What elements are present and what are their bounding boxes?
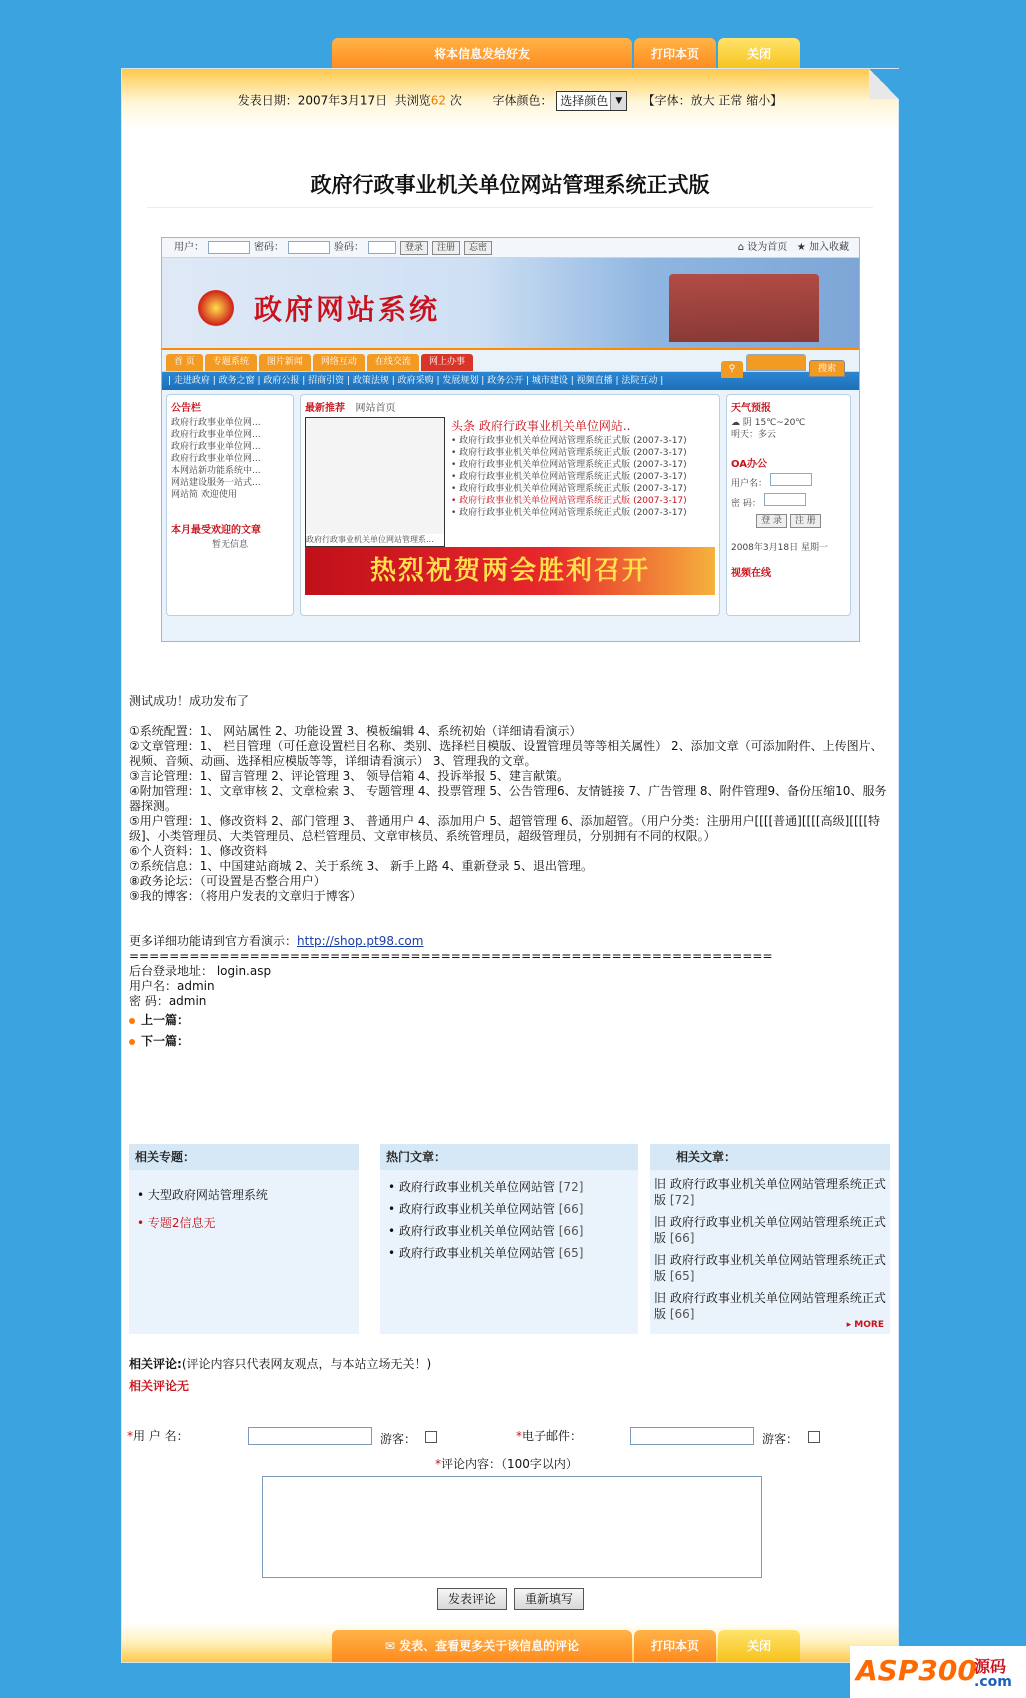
shot-news-title: 政府行政事业机关单位网站管理系统正式版 xyxy=(459,460,631,470)
shot-recommend-header xyxy=(305,399,715,414)
shot-weather-title: 天气预报 xyxy=(731,403,771,414)
cloud-icon: ☁ xyxy=(731,418,740,428)
bullet-icon xyxy=(129,1018,135,1024)
shot-news-title: 政府行政事业机关单位网站管理系统正式版 xyxy=(459,436,631,446)
admin-url: 后台登录地址： login.asp xyxy=(129,964,272,978)
shot-banner-title: 政府网站系统 xyxy=(254,293,441,326)
admin-user: 用户名：admin xyxy=(129,979,215,993)
prev-article[interactable] xyxy=(129,1011,189,1028)
related-articles-box xyxy=(650,1144,890,1334)
article-intro: 测试成功！成功发布了 xyxy=(129,694,250,708)
shot-nav-item: 网络互动 xyxy=(313,354,365,371)
bottom-tab-bar xyxy=(332,1630,800,1662)
hot-article-count: [72] xyxy=(558,1180,584,1194)
shot-news-row: • 政府行政事业机关单位网站管理系统正式版 (2007-3-17) xyxy=(451,448,687,458)
comments-empty: 相关评论无 xyxy=(129,1379,190,1393)
font-color-select[interactable] xyxy=(556,91,627,111)
shot-center-col xyxy=(300,394,720,616)
article-title: 政府行政事业机关单位网站管理系统正式版 xyxy=(310,172,710,197)
shot-search xyxy=(713,354,853,374)
shot-headline xyxy=(451,417,715,435)
info-bar xyxy=(122,91,898,111)
article-panel xyxy=(121,68,899,1663)
demo-prefix: 更多详细功能请到官方看演示： xyxy=(129,934,298,948)
shot-oa-login: 登 录 xyxy=(756,514,787,528)
shot-news-row: • 政府行政事业机关单位网站管理系统正式版 (2007-3-17) xyxy=(451,460,687,470)
shot-left-col xyxy=(166,394,294,616)
required-star: * xyxy=(516,1429,522,1443)
shot-news-title: 政府行政事业机关单位网站管理系统正式版 xyxy=(459,484,631,494)
guest-label: 游客： xyxy=(380,1432,417,1446)
related-topics-box xyxy=(129,1144,359,1334)
logo-src: 源码 xyxy=(974,1657,1007,1676)
guest-checkbox-2[interactable] xyxy=(808,1431,820,1443)
hot-article-count: [65] xyxy=(558,1246,584,1260)
related-topics-header: 相关专题： xyxy=(129,1144,359,1170)
related-articles-header: 相关文章： xyxy=(650,1144,890,1170)
shot-nav-item: 首 页 xyxy=(166,354,203,371)
shot-news-title: 政府行政事业机关单位网站管理系统正式版 xyxy=(459,508,631,518)
related-topic-title: 大型政府网站管理系统 xyxy=(147,1188,268,1202)
article-item: ⑤用户管理：1、修改资料 2、部门管理 3、 普通用户 4、添加用户 5、超管管理 6、添加超管。（用户分类：注册用户[[[[普通][[[[高级][[[[特级]、小类管理员、大类管理员、总栏管理员、文章审核员、系统管理员，超级管理员，分别拥有不同的权限。） xyxy=(129,814,881,843)
shot-notice-item: 本网站新功能系统中... xyxy=(171,466,261,476)
shot-weather-line: 明天：多云 xyxy=(731,430,777,440)
related-article-count: [65] xyxy=(669,1269,695,1283)
shot-oa-pwd-label: 密 码： xyxy=(731,499,761,509)
shot-thumb-caption: 政府行政事业机关单位网站管理系... xyxy=(306,534,444,546)
shot-recommend-title: 最新推荐 xyxy=(305,403,345,414)
shot-thumbnail xyxy=(305,417,445,547)
more-link[interactable]: ▸ MORE xyxy=(846,1320,884,1330)
email-input[interactable] xyxy=(630,1427,754,1445)
logo-asp: ASP300 xyxy=(856,1654,977,1687)
related-article-item[interactable] xyxy=(654,1214,886,1246)
hot-article-count: [66] xyxy=(558,1202,584,1216)
submit-comment-button[interactable]: 发表评论 xyxy=(437,1588,507,1610)
shot-popular-title: 本月最受欢迎的文章 xyxy=(171,525,261,536)
shot-oa-pwd-input xyxy=(764,493,806,506)
reset-button[interactable]: 重新填写 xyxy=(514,1588,584,1610)
print-tab[interactable]: 打印本页 xyxy=(634,38,716,70)
required-star: * xyxy=(435,1457,441,1471)
admin-password: 密 码：admin xyxy=(129,994,207,1008)
post-comment-tab[interactable] xyxy=(332,1630,632,1662)
shot-news-row: • 政府行政事业机关单位网站管理系统正式版 (2007-3-17) xyxy=(451,508,687,518)
username-input[interactable] xyxy=(248,1427,372,1445)
close-tab-bottom[interactable]: 关闭 xyxy=(718,1630,800,1662)
home-icon: ⌂ xyxy=(737,241,745,253)
shot-pwd-input xyxy=(288,241,330,254)
national-emblem-icon xyxy=(198,290,234,326)
comments-label-bold: 相关评论: xyxy=(129,1357,182,1371)
username-label xyxy=(127,1427,189,1444)
shot-oa-register: 注 册 xyxy=(790,514,821,528)
logo-com: .com xyxy=(974,1674,1012,1690)
article-item: ③言论管理：1、留言管理 2、评论管理 3、 领导信箱 4、投诉举报 5、建言献策。 xyxy=(129,769,570,783)
font-color-value: 选择颜色 xyxy=(560,94,609,108)
related-article-count: [66] xyxy=(669,1307,695,1321)
hot-article-item[interactable]: • 政府行政事业机关单位网站管 [65] xyxy=(388,1246,584,1260)
shot-news-title: 政府行政事业机关单位网站管理系统正式版 xyxy=(459,496,631,506)
shot-user-label: 用户： xyxy=(174,241,204,253)
shot-notice-item: 政府行政事业单位网... xyxy=(171,454,261,464)
shot-news-title: 政府行政事业机关单位网站管理系统正式版 xyxy=(459,448,631,458)
required-star: * xyxy=(127,1429,133,1443)
star-icon: ★ xyxy=(796,241,806,253)
top-tab-bar xyxy=(332,38,800,70)
title-divider xyxy=(147,207,873,208)
shot-oa-buttons xyxy=(731,514,846,528)
shot-weather-text: 阴 15℃~20℃ xyxy=(742,418,806,428)
shot-news-title: 政府行政事业机关单位网站管理系统正式版 xyxy=(459,472,631,482)
shot-news-date: (2007-3-17) xyxy=(633,472,687,482)
email-label-text: 电子邮件： xyxy=(522,1429,583,1443)
hot-article-count: [66] xyxy=(558,1224,584,1238)
shot-notice-item: 网站建设服务一站式... xyxy=(171,478,261,488)
shot-oa-user-input xyxy=(770,473,812,486)
demo-line xyxy=(129,934,889,949)
shot-notice-item: 政府行政事业单位网... xyxy=(171,442,261,452)
hot-articles-header: 热门文章： xyxy=(380,1144,638,1170)
views-count: 62 xyxy=(430,93,447,108)
related-article-item[interactable] xyxy=(654,1290,886,1322)
asp300-logo xyxy=(850,1646,1026,1698)
related-article-item[interactable] xyxy=(654,1252,886,1284)
email-label xyxy=(516,1427,582,1444)
tiananmen-image xyxy=(669,274,819,342)
article-body xyxy=(129,694,889,1009)
hot-articles-box xyxy=(380,1144,638,1334)
shot-login-button: 登录 xyxy=(400,241,428,255)
shot-news-row: • 政府行政事业机关单位网站管理系统正式版 (2007-3-17) xyxy=(451,496,687,506)
comment-content-label xyxy=(435,1455,578,1472)
shot-notice-item: 政府行政事业单位网... xyxy=(171,418,261,428)
related-article-item[interactable] xyxy=(654,1176,886,1208)
comment-content-label-text: 评论内容：（100字以内） xyxy=(441,1457,578,1471)
article-item: ④附加管理：1、文章审核 2、文章检索 3、 专题管理 4、投票管理 5、公告管理6、友情链接 7、广告管理 8、附件管理9、备份压缩10、服务器探测。 xyxy=(129,784,887,813)
shot-weather-line xyxy=(731,417,846,429)
chevron-down-icon: ▼ xyxy=(610,92,626,110)
shot-news-date: (2007-3-17) xyxy=(633,460,687,470)
hot-article-item[interactable]: • 政府行政事业机关单位网站管 [72] xyxy=(388,1180,584,1194)
shot-notice-item: 政府行政事业单位网... xyxy=(171,430,261,440)
shot-news-row: • 政府行政事业机关单位网站管理系统正式版 (2007-3-17) xyxy=(451,484,687,494)
hot-article-title: 政府行政事业机关单位网站管 xyxy=(398,1246,555,1260)
article-image xyxy=(161,237,860,642)
comment-textarea[interactable] xyxy=(262,1476,762,1578)
font-small-link[interactable]: 缩小 xyxy=(746,93,771,108)
shot-banner xyxy=(162,258,859,350)
related-article-title: 旧 政府行政事业机关单位网站管理系统正式版 xyxy=(654,1253,886,1283)
post-comment-tab-label: 发表、查看更多关于该信息的评论 xyxy=(399,1639,580,1653)
shot-set-home: 设为首页 xyxy=(747,241,788,253)
article-item: ⑧政务论坛：（可设置是否整合用户） xyxy=(129,874,326,888)
shot-search-button: 搜索 xyxy=(809,360,845,377)
shot-login-bar xyxy=(162,238,859,258)
shot-nav-item: 网上办事 xyxy=(421,354,473,371)
username-label-text: 用 户 名： xyxy=(133,1429,189,1443)
views-prefix: 共浏览 xyxy=(394,93,431,108)
article-item: ⑥个人资料：1、修改资料 xyxy=(129,844,268,858)
shot-news-date: (2007-3-17) xyxy=(633,448,687,458)
shot-code-input xyxy=(368,241,396,254)
hot-article-item[interactable]: • 政府行政事业机关单位网站管 [66] xyxy=(388,1224,584,1238)
print-tab-bottom[interactable]: 打印本页 xyxy=(634,1630,716,1662)
views-suffix: 次 xyxy=(449,93,462,108)
next-label: 下一篇： xyxy=(141,1034,190,1048)
shot-nav-item: 专题系统 xyxy=(205,354,257,371)
font-size-open: 【字体： xyxy=(642,93,691,108)
close-tab[interactable]: 关闭 xyxy=(718,38,800,70)
shot-notice-title: 公告栏 xyxy=(171,403,201,414)
shot-ad-banner: 热烈祝贺两会胜利召开 xyxy=(305,547,715,595)
guest-checkbox[interactable] xyxy=(425,1431,437,1443)
shot-favorite: 加入收藏 xyxy=(809,241,849,253)
shot-search-input xyxy=(746,354,806,371)
shot-user-input xyxy=(208,241,250,254)
shot-popular-body: 暂无信息 xyxy=(211,540,248,550)
hot-article-item[interactable]: • 政府行政事业机关单位网站管 [66] xyxy=(388,1202,584,1216)
shot-pwd-label: 密码： xyxy=(254,241,284,253)
shot-forgot-button: 忘密 xyxy=(464,241,492,255)
hot-article-title: 政府行政事业机关单位网站管 xyxy=(398,1224,555,1238)
font-size-close: 】 xyxy=(770,93,783,108)
guest-label: 游客： xyxy=(762,1432,799,1446)
related-article-title: 旧 政府行政事业机关单位网站管理系统正式版 xyxy=(654,1291,886,1321)
shot-news-date: (2007-3-17) xyxy=(633,508,687,518)
shot-oa-user-label: 用户名： xyxy=(731,479,768,489)
shot-nav-item: 在线交流 xyxy=(367,354,419,371)
related-articles-list xyxy=(650,1170,890,1334)
shot-recommend-sub: 网站首页 xyxy=(355,403,396,414)
article-item: ②文章管理：1、 栏目管理（可任意设置栏目名称、类别、选择栏目模版、设置管理员等等相关属性） 2、添加文章（可添加附件、上传图片、视频、音频、动画、选择相应模版等等，详细请看演示） 3、管理我的文章。 xyxy=(129,739,883,768)
shot-headline-tag: 头条 xyxy=(451,419,476,433)
comment-icon: ✉ xyxy=(384,1639,395,1653)
article-item: ⑨我的博客：（将用户发表的文章归于博客） xyxy=(129,889,362,903)
font-normal-link[interactable]: 正常 xyxy=(718,93,743,108)
shot-subnav: | 走进政府 | 政务之窗 | 政府公报 | 招商引资 | 政策法规 | 政府采购 | 发展规划 | 政务公开 | 城市建设 | 视频直播 | 法院互动 | xyxy=(162,372,859,390)
hot-articles-list xyxy=(380,1170,638,1270)
demo-link[interactable]: http://shop.pt98.com xyxy=(297,934,424,948)
separator-line: ================================================================ xyxy=(129,949,773,963)
search-icon: ⚲ xyxy=(721,361,744,378)
shot-oa-title: OA办公 xyxy=(731,459,767,470)
shot-top-links xyxy=(738,238,849,258)
related-topic-title: 专题2信息无 xyxy=(147,1216,216,1230)
font-large-link[interactable]: 放大 xyxy=(690,93,715,108)
article-item: ①系统配置：1、 网站属性 2、功能设置 3、模板编辑 4、系统初始（详细请看演示） xyxy=(129,724,582,738)
related-topic-item[interactable]: • 专题2信息无 xyxy=(137,1216,216,1230)
related-topics-list xyxy=(129,1170,359,1240)
shot-notice-item: 网站简 欢迎使用 xyxy=(171,490,237,500)
shot-oa-user-row xyxy=(731,473,846,490)
publish-date: 发表日期：2007年3月17日 xyxy=(237,93,388,108)
shot-nav xyxy=(162,350,859,372)
shot-oa-pwd-row xyxy=(731,493,846,510)
send-to-friend-tab[interactable]: 将本信息发给好友 xyxy=(332,38,632,70)
hot-article-title: 政府行政事业机关单位网站管 xyxy=(398,1202,555,1216)
shot-online-title: 视频在线 xyxy=(731,568,771,579)
article-item: ⑦系统信息：1、中国建站商城 2、关于系统 3、 新手上路 4、重新登录 5、退出管理。 xyxy=(129,859,594,873)
font-color-label: 字体颜色： xyxy=(492,93,553,108)
related-article-title: 旧 政府行政事业机关单位网站管理系统正式版 xyxy=(654,1215,886,1245)
shot-code-label: 验码： xyxy=(334,241,364,253)
shot-news-row: • 政府行政事业机关单位网站管理系统正式版 (2007-3-17) xyxy=(451,472,687,482)
related-article-title: 旧 政府行政事业机关单位网站管理系统正式版 xyxy=(654,1177,886,1207)
shot-nav-item: 图片新闻 xyxy=(259,354,311,371)
shot-right-col xyxy=(726,394,851,616)
related-topic-item[interactable]: • 大型政府网站管理系统 xyxy=(137,1188,268,1202)
shot-oa-date: 2008年3月18日 星期一 xyxy=(731,543,828,553)
comments-label xyxy=(129,1355,431,1372)
related-article-count: [66] xyxy=(669,1231,695,1245)
shot-news-row: • 政府行政事业机关单位网站管理系统正式版 (2007-3-17) xyxy=(451,436,687,446)
shot-news-date: (2007-3-17) xyxy=(633,496,687,506)
shot-register-button: 注册 xyxy=(432,241,460,255)
prev-label: 上一篇： xyxy=(141,1013,190,1027)
bullet-icon xyxy=(129,1039,135,1045)
shot-body xyxy=(162,390,859,620)
next-article[interactable] xyxy=(129,1032,189,1049)
comments-label-note: (评论内容只代表网友观点，与本站立场无关！) xyxy=(181,1357,432,1371)
hot-article-title: 政府行政事业机关单位网站管 xyxy=(398,1180,555,1194)
shot-news-date: (2007-3-17) xyxy=(633,436,687,446)
shot-headline-text: 政府行政事业机关单位网站.. xyxy=(478,419,631,433)
shot-news-date: (2007-3-17) xyxy=(633,484,687,494)
related-article-count: [72] xyxy=(669,1193,695,1207)
